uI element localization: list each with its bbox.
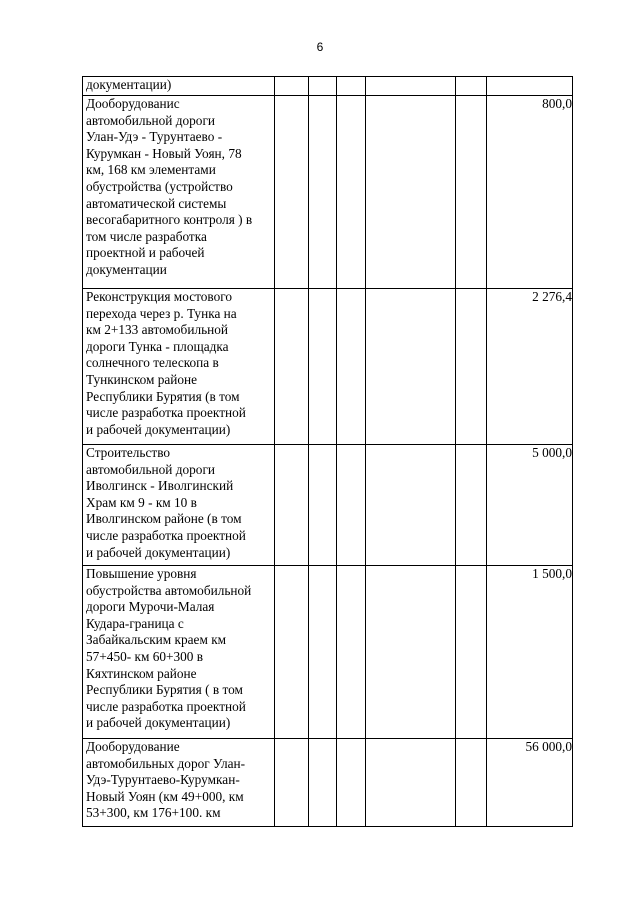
empty-cell: [337, 566, 366, 739]
empty-cell: [275, 77, 309, 96]
empty-cell: [337, 77, 366, 96]
row-amount: [487, 77, 573, 96]
page-number: 6: [316, 40, 324, 54]
table-row: [83, 289, 573, 445]
empty-cell: [456, 96, 487, 289]
empty-cell: [275, 289, 309, 445]
row-description: Строительство автомобильной дороги Иволгинск - Иволгинский Храм км 9 - км 10 в Иволгинском районе (в том числе разработка проектной и рабочей документации): [83, 445, 275, 566]
empty-cell: [309, 739, 337, 827]
empty-cell: [456, 445, 487, 566]
budget-table: [82, 76, 573, 827]
row-description: Повышение уровня обустройства автомобильной дороги Мурочи-Малая Кудара-граница с Забайкальским краем км 57+450- км 60+300 в Кяхтинском районе Республики Бурятия ( в том числе разработка проектной и рабочей документации): [83, 566, 275, 739]
empty-cell: [337, 96, 366, 289]
empty-cell: [309, 445, 337, 566]
empty-cell: [366, 739, 456, 827]
empty-cell: [309, 77, 337, 96]
empty-cell: [275, 566, 309, 739]
table-row: [83, 566, 573, 739]
row-description: документации): [83, 77, 275, 96]
empty-cell: [309, 96, 337, 289]
empty-cell: [275, 96, 309, 289]
row-amount: 1 500,0: [487, 566, 573, 739]
empty-cell: [456, 739, 487, 827]
empty-cell: [309, 289, 337, 445]
empty-cell: [456, 289, 487, 445]
empty-cell: [456, 566, 487, 739]
empty-cell: [337, 289, 366, 445]
empty-cell: [275, 445, 309, 566]
row-amount: 5 000,0: [487, 445, 573, 566]
row-amount: 56 000,0: [487, 739, 573, 827]
empty-cell: [366, 289, 456, 445]
row-description: Дооборудование автомобильных дорог Улан- Удэ-Турунтаево-Курумкан- Новый Уоян (км 49+000, км 53+300, км 176+100. км: [83, 739, 275, 827]
empty-cell: [366, 77, 456, 96]
table-row: [83, 77, 573, 96]
table-row: [83, 445, 573, 566]
table-row: [83, 96, 573, 289]
row-amount: 800,0: [487, 96, 573, 289]
empty-cell: [366, 445, 456, 566]
row-description: Дооборудованис автомобильной дороги Улан-Удэ - Турунтаево - Курумкан - Новый Уоян, 78 км, 168 км элементами обустройства (устройство автоматической системы весогабаритного контроля ) в том числе разработка проектной и рабочей документации: [83, 96, 275, 289]
empty-cell: [337, 445, 366, 566]
row-description: Реконструкция мостового перехода через р. Тунка на км 2+133 автомобильной дороги Тунка - площадка солнечного телескопа в Тункинском районе Республики Бурятия (в том числе разработка проектной и рабочей документации): [83, 289, 275, 445]
empty-cell: [337, 739, 366, 827]
empty-cell: [366, 96, 456, 289]
empty-cell: [456, 77, 487, 96]
row-amount: 2 276,4: [487, 289, 573, 445]
empty-cell: [275, 739, 309, 827]
empty-cell: [366, 566, 456, 739]
empty-cell: [309, 566, 337, 739]
table-row: [83, 739, 573, 827]
